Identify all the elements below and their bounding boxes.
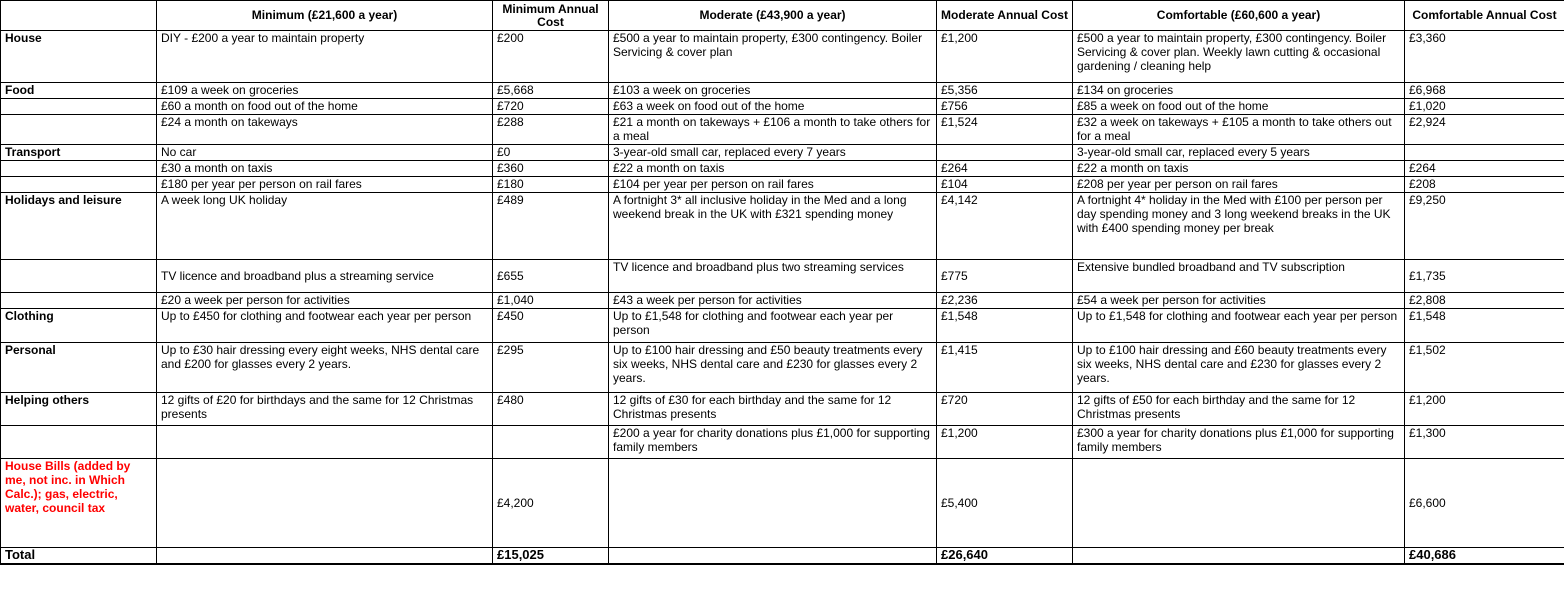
comfortable-cost-cell[interactable]: £208 xyxy=(1405,177,1564,193)
comfortable-cost-cell[interactable]: £1,548 xyxy=(1405,309,1564,343)
table-row xyxy=(1,309,1564,343)
comfortable-desc-cell[interactable]: £300 a year for charity donations plus £1,000 for supporting family members xyxy=(1073,426,1405,459)
minimum-cost-cell[interactable]: £288 xyxy=(493,115,609,145)
minimum-cost-cell[interactable]: £5,668 xyxy=(493,83,609,99)
header-cell-minimum-cost[interactable]: Minimum Annual Cost xyxy=(493,1,609,31)
minimum-cost-cell[interactable]: £1,040 xyxy=(493,293,609,309)
table-row xyxy=(1,145,1564,161)
category-cell[interactable] xyxy=(1,426,157,459)
total-row xyxy=(1,548,1564,564)
minimum-desc-cell[interactable]: No car xyxy=(157,145,493,161)
minimum-desc-cell[interactable] xyxy=(157,426,493,459)
comfortable-cost-cell[interactable]: £1,735 xyxy=(1405,260,1564,293)
minimum-desc-cell[interactable]: 12 gifts of £20 for birthdays and the same for 12 Christmas presents xyxy=(157,393,493,426)
moderate-desc-cell[interactable]: TV licence and broadband plus two streaming services xyxy=(609,260,937,293)
comfortable-desc-cell[interactable]: £32 a week on takeways + £105 a month to take others out for a meal xyxy=(1073,115,1405,145)
moderate-cost-cell[interactable]: £1,524 xyxy=(937,115,1073,145)
minimum-desc-cell[interactable] xyxy=(157,459,493,548)
moderate-desc-cell[interactable]: £22 a month on taxis xyxy=(609,161,937,177)
comfortable-desc-cell[interactable]: £208 per year per person on rail fares xyxy=(1073,177,1405,193)
header-row xyxy=(1,1,1564,31)
minimum-desc-cell[interactable]: Up to £30 hair dressing every eight weeks, NHS dental care and £200 for glasses every 2 years. xyxy=(157,343,493,393)
comfortable-desc-cell[interactable]: £500 a year to maintain property, £300 contingency. Boiler Servicing & cover plan. Weekly lawn cutting & occasional gardening / cleaning help xyxy=(1073,31,1405,83)
minimum-cost-cell[interactable]: £295 xyxy=(493,343,609,393)
moderate-cost-cell[interactable]: £104 xyxy=(937,177,1073,193)
moderate-desc-cell[interactable]: £43 a week per person for activities xyxy=(609,293,937,309)
table-row xyxy=(1,343,1564,393)
comfortable-desc-cell[interactable]: £22 a month on taxis xyxy=(1073,161,1405,177)
category-cell[interactable]: House Bills (added by me, not inc. in Which Calc.); gas, electric, water, council tax xyxy=(1,459,157,548)
comfortable-cost-cell[interactable]: £6,600 xyxy=(1405,459,1564,548)
table-row xyxy=(1,83,1564,99)
moderate-desc-cell[interactable]: Up to £100 hair dressing and £50 beauty treatments every six weeks, NHS dental care and £230 for glasses every 2 years. xyxy=(609,343,937,393)
comfortable-cost-cell[interactable]: £264 xyxy=(1405,161,1564,177)
minimum-cost-cell[interactable]: £200 xyxy=(493,31,609,83)
moderate-cost-cell[interactable]: £5,356 xyxy=(937,83,1073,99)
comfortable-desc-cell[interactable] xyxy=(1073,459,1405,548)
moderate-desc-cell[interactable]: £103 a week on groceries xyxy=(609,83,937,99)
moderate-cost-cell[interactable]: £5,400 xyxy=(937,459,1073,548)
total-empty-cell[interactable] xyxy=(1073,548,1405,564)
minimum-cost-cell[interactable]: £489 xyxy=(493,193,609,260)
comfortable-cost-cell[interactable] xyxy=(1405,145,1564,161)
comfortable-desc-cell[interactable]: 3-year-old small car, replaced every 5 years xyxy=(1073,145,1405,161)
table-row xyxy=(1,426,1564,459)
category-cell[interactable]: Personal xyxy=(1,343,157,393)
minimum-cost-cell[interactable]: £360 xyxy=(493,161,609,177)
category-cell[interactable]: Food xyxy=(1,83,157,99)
comfortable-desc-cell[interactable]: Up to £1,548 for clothing and footwear each year per person xyxy=(1073,309,1405,343)
minimum-cost-cell[interactable]: £480 xyxy=(493,393,609,426)
minimum-desc-cell[interactable]: £60 a month on food out of the home xyxy=(157,99,493,115)
comfortable-desc-cell[interactable]: Extensive bundled broadband and TV subscription xyxy=(1073,260,1405,293)
category-cell[interactable] xyxy=(1,99,157,115)
comfortable-desc-cell[interactable]: 12 gifts of £50 for each birthday and the same for 12 Christmas presents xyxy=(1073,393,1405,426)
moderate-cost-cell[interactable]: £264 xyxy=(937,161,1073,177)
table-row xyxy=(1,161,1564,177)
category-cell[interactable] xyxy=(1,115,157,145)
comfortable-cost-cell[interactable]: £1,300 xyxy=(1405,426,1564,459)
moderate-cost-cell[interactable]: £1,200 xyxy=(937,426,1073,459)
moderate-desc-cell[interactable]: £500 a year to maintain property, £300 contingency. Boiler Servicing & cover plan xyxy=(609,31,937,83)
table-row xyxy=(1,293,1564,309)
header-cell-category[interactable] xyxy=(1,1,157,31)
total-minimum-cost[interactable]: £15,025 xyxy=(493,548,609,564)
moderate-desc-cell[interactable]: Up to £1,548 for clothing and footwear each year per person xyxy=(609,309,937,343)
minimum-desc-cell[interactable]: £24 a month on takeways xyxy=(157,115,493,145)
minimum-cost-cell[interactable] xyxy=(493,426,609,459)
moderate-desc-cell[interactable]: £21 a month on takeways + £106 a month to take others for a meal xyxy=(609,115,937,145)
category-cell[interactable] xyxy=(1,177,157,193)
category-cell[interactable] xyxy=(1,161,157,177)
category-cell[interactable] xyxy=(1,260,157,293)
minimum-desc-cell[interactable]: A week long UK holiday xyxy=(157,193,493,260)
comfortable-desc-cell[interactable]: A fortnight 4* holiday in the Med with £100 per person per day spending money and 3 long weekend breaks in the UK with £400 spending money per break xyxy=(1073,193,1405,260)
comfortable-cost-cell[interactable]: £1,020 xyxy=(1405,99,1564,115)
moderate-cost-cell[interactable]: £720 xyxy=(937,393,1073,426)
table-row xyxy=(1,177,1564,193)
moderate-desc-cell[interactable]: £104 per year per person on rail fares xyxy=(609,177,937,193)
total-moderate-cost[interactable]: £26,640 xyxy=(937,548,1073,564)
moderate-desc-cell[interactable] xyxy=(609,459,937,548)
minimum-desc-cell[interactable]: £109 a week on groceries xyxy=(157,83,493,99)
total-empty-cell[interactable] xyxy=(609,548,937,564)
minimum-cost-cell[interactable]: £4,200 xyxy=(493,459,609,548)
moderate-cost-cell[interactable] xyxy=(937,145,1073,161)
comfortable-desc-cell[interactable]: £54 a week per person for activities xyxy=(1073,293,1405,309)
category-cell[interactable]: Clothing xyxy=(1,309,157,343)
moderate-cost-cell[interactable]: £775 xyxy=(937,260,1073,293)
category-cell[interactable]: Transport xyxy=(1,145,157,161)
moderate-cost-cell[interactable]: £756 xyxy=(937,99,1073,115)
moderate-desc-cell[interactable]: A fortnight 3* all inclusive holiday in the Med and a long weekend break in the UK with £321 spending money xyxy=(609,193,937,260)
moderate-cost-cell[interactable]: £1,200 xyxy=(937,31,1073,83)
table-row xyxy=(1,260,1564,293)
category-cell[interactable] xyxy=(1,293,157,309)
moderate-cost-cell[interactable]: £1,548 xyxy=(937,309,1073,343)
comfortable-desc-cell[interactable]: £134 on groceries xyxy=(1073,83,1405,99)
moderate-cost-cell[interactable]: £4,142 xyxy=(937,193,1073,260)
moderate-desc-cell[interactable]: 12 gifts of £30 for each birthday and the same for 12 Christmas presents xyxy=(609,393,937,426)
moderate-desc-cell[interactable]: £200 a year for charity donations plus £1,000 for supporting family members xyxy=(609,426,937,459)
minimum-desc-cell[interactable]: £30 a month on taxis xyxy=(157,161,493,177)
minimum-cost-cell[interactable]: £655 xyxy=(493,260,609,293)
minimum-cost-cell[interactable]: £450 xyxy=(493,309,609,343)
header-cell-comfortable[interactable]: Comfortable (£60,600 a year) xyxy=(1073,1,1405,31)
comfortable-cost-cell[interactable]: £1,502 xyxy=(1405,343,1564,393)
comfortable-cost-cell[interactable]: £9,250 xyxy=(1405,193,1564,260)
moderate-cost-cell[interactable]: £2,236 xyxy=(937,293,1073,309)
comfortable-desc-cell[interactable]: Up to £100 hair dressing and £60 beauty treatments every six weeks, NHS dental care and £230 for glasses every 2 years. xyxy=(1073,343,1405,393)
table-row xyxy=(1,31,1564,83)
minimum-desc-cell[interactable]: £20 a week per person for activities xyxy=(157,293,493,309)
minimum-desc-cell[interactable]: TV licence and broadband plus a streaming service xyxy=(157,260,493,293)
comfortable-cost-cell[interactable]: £1,200 xyxy=(1405,393,1564,426)
minimum-desc-cell[interactable]: DIY - £200 a year to maintain property xyxy=(157,31,493,83)
comfortable-cost-cell[interactable]: £2,808 xyxy=(1405,293,1564,309)
table-row xyxy=(1,115,1564,145)
minimum-desc-cell[interactable]: Up to £450 for clothing and footwear each year per person xyxy=(157,309,493,343)
header-cell-comfortable-cost[interactable]: Comfortable Annual Cost xyxy=(1405,1,1564,31)
comfortable-cost-cell[interactable]: £6,968 xyxy=(1405,83,1564,99)
minimum-cost-cell[interactable]: £180 xyxy=(493,177,609,193)
minimum-cost-cell[interactable]: £720 xyxy=(493,99,609,115)
moderate-desc-cell[interactable]: 3-year-old small car, replaced every 7 years xyxy=(609,145,937,161)
table-row xyxy=(1,393,1564,426)
category-cell[interactable]: Holidays and leisure xyxy=(1,193,157,260)
total-comfortable-cost[interactable]: £40,686 xyxy=(1405,548,1564,564)
table-row xyxy=(1,193,1564,260)
table-row xyxy=(1,99,1564,115)
header-cell-minimum[interactable]: Minimum (£21,600 a year) xyxy=(157,1,493,31)
minimum-desc-cell[interactable]: £180 per year per person on rail fares xyxy=(157,177,493,193)
table-row xyxy=(1,459,1564,548)
moderate-desc-cell[interactable]: £63 a week on food out of the home xyxy=(609,99,937,115)
header-cell-moderate[interactable]: Moderate (£43,900 a year) xyxy=(609,1,937,31)
comfortable-desc-cell[interactable]: £85 a week on food out of the home xyxy=(1073,99,1405,115)
category-cell[interactable]: House xyxy=(1,31,157,83)
total-empty-cell[interactable] xyxy=(157,548,493,564)
header-cell-moderate-cost[interactable]: Moderate Annual Cost xyxy=(937,1,1073,31)
minimum-cost-cell[interactable]: £0 xyxy=(493,145,609,161)
comfortable-cost-cell[interactable]: £3,360 xyxy=(1405,31,1564,83)
total-label[interactable]: Total xyxy=(1,548,157,564)
moderate-cost-cell[interactable]: £1,415 xyxy=(937,343,1073,393)
category-cell[interactable]: Helping others xyxy=(1,393,157,426)
comfortable-cost-cell[interactable]: £2,924 xyxy=(1405,115,1564,145)
